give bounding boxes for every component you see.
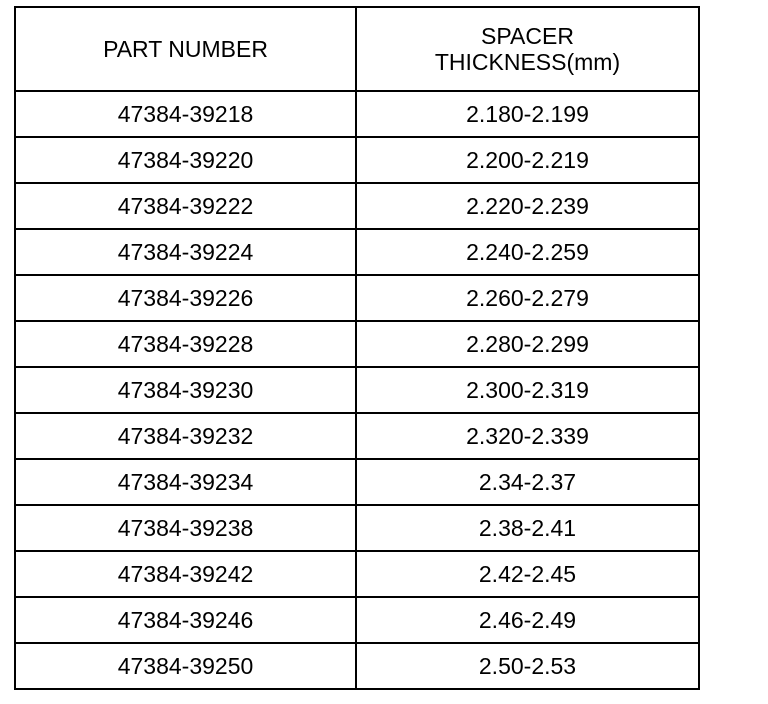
thickness-cell: 2.280-2.299 — [356, 321, 699, 367]
thickness-cell: 2.300-2.319 — [356, 367, 699, 413]
thickness-cell: 2.50-2.53 — [356, 643, 699, 689]
table-row — [15, 413, 699, 459]
table-row — [15, 597, 699, 643]
thickness-cell: 2.220-2.239 — [356, 183, 699, 229]
header-spacer-thickness — [356, 7, 699, 91]
table-row — [15, 137, 699, 183]
part-number-cell: 47384-39246 — [15, 597, 356, 643]
part-number-cell: 47384-39250 — [15, 643, 356, 689]
part-number-cell: 47384-39238 — [15, 505, 356, 551]
table-row — [15, 459, 699, 505]
header-spacer-label: SPACER — [481, 23, 574, 49]
thickness-cell: 2.180-2.199 — [356, 91, 699, 137]
table-row — [15, 183, 699, 229]
header-part-number-label: PART NUMBER — [103, 36, 268, 62]
part-number-cell: 47384-39222 — [15, 183, 356, 229]
thickness-cell: 2.42-2.45 — [356, 551, 699, 597]
table-row — [15, 321, 699, 367]
thickness-cell: 2.260-2.279 — [356, 275, 699, 321]
part-number-cell: 47384-39230 — [15, 367, 356, 413]
part-number-cell: 47384-39234 — [15, 459, 356, 505]
thickness-cell: 2.320-2.339 — [356, 413, 699, 459]
part-number-cell: 47384-39242 — [15, 551, 356, 597]
table-row — [15, 643, 699, 689]
spacer-thickness-table — [14, 6, 700, 690]
part-number-cell: 47384-39232 — [15, 413, 356, 459]
thickness-cell: 2.240-2.259 — [356, 229, 699, 275]
thickness-cell: 2.46-2.49 — [356, 597, 699, 643]
header-part-number — [15, 7, 356, 91]
thickness-cell: 2.200-2.219 — [356, 137, 699, 183]
table-header — [15, 7, 699, 91]
part-number-cell: 47384-39226 — [15, 275, 356, 321]
thickness-cell: 2.34-2.37 — [356, 459, 699, 505]
table-row — [15, 367, 699, 413]
header-thickness-label: THICKNESS(mm) — [434, 49, 621, 75]
header-row — [15, 7, 699, 91]
table-row — [15, 91, 699, 137]
table-row — [15, 229, 699, 275]
part-number-cell: 47384-39228 — [15, 321, 356, 367]
part-number-cell: 47384-39218 — [15, 91, 356, 137]
table-row — [15, 505, 699, 551]
table-body — [15, 91, 699, 689]
thickness-cell: 2.38-2.41 — [356, 505, 699, 551]
part-number-cell: 47384-39220 — [15, 137, 356, 183]
part-number-cell: 47384-39224 — [15, 229, 356, 275]
table-row — [15, 275, 699, 321]
table-row — [15, 551, 699, 597]
